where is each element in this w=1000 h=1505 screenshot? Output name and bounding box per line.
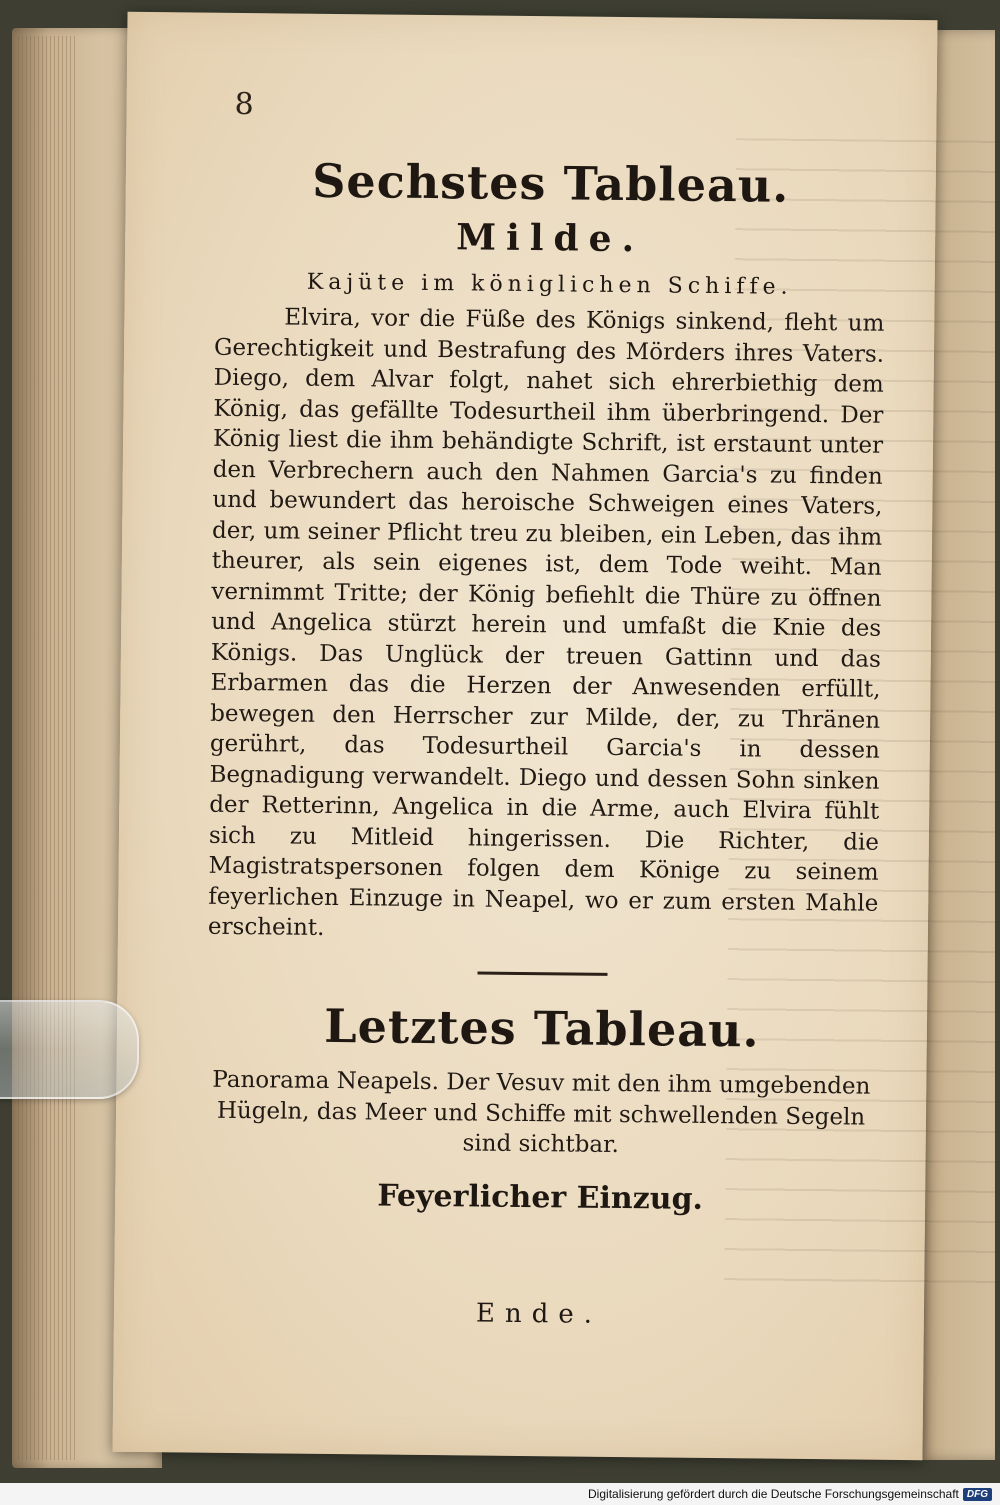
paragraph-panorama: Panorama Neapels. Der Vesuv mit den ihm umgebenden Hügeln, das Meer und Schiffe mit schwellenden Segeln sind sichtbar. bbox=[212, 1066, 871, 1159]
divider-rule bbox=[478, 971, 608, 975]
footer-text: Digitalisierung gefördert durch die Deutsche Forschungsgemeinschaft bbox=[588, 1487, 959, 1501]
footer-bar bbox=[0, 1483, 1000, 1505]
paragraph-main: Elvira, vor die Füße des Königs sinkend, fleht um Gerechtigkeit und Bestrafung des Mörders ihres Vaters. Diego, dem Alvar folgt, nahet sich ehrerbiethig dem König, das gefällte Todesurtheil ihm überbringend. Der König liest die ihm behändigte Schrift, ist erstaunt unter den Verbrechern auch den Nahmen Garcia's zu finden und bewundert das heroische Schweigen eines Vaters, der, um seiner Pflicht treu zu bleiben, ein Leben, das ihm theurer, als sein eigenes ist, dem Tode weiht. Man vernimmt Tritte; der König befiehlt die Thüre zu öffnen und Angelica stürzt herein und umfaßt die Knie des Königs. Das Unglück der treuen Gattinn und das Erbarmen das die Herzen der Anwesenden erfüllt, bewegen den Herrscher zur Milde, der, zu Thränen gerührt, das Todesurtheil Garcia's in dessen Begnadigung verwandelt. Diego und dessen Sohn sinken der Retterinn, Angelica in die Arme, auch Elvira fühlt sich zu Mitleid hingerissen. Die Richter, die Magistratspersonen folgen dem Könige zu seinem feyerlichen Einzuge in Neapel, wo er zum ersten Mahle erscheint. bbox=[207, 304, 885, 942]
subheading-kajuete: Kajüte im königlichen Schiffe. bbox=[306, 270, 793, 301]
page-edges bbox=[18, 36, 78, 1460]
glass-page-holder bbox=[0, 1000, 139, 1099]
book-page bbox=[112, 12, 937, 1460]
heading-milde: Milde. bbox=[456, 216, 645, 261]
page-content bbox=[204, 153, 886, 1333]
ende-text: Ende. bbox=[475, 1298, 603, 1330]
heading-feyerlicher-einzug: Feyerlicher Einzug. bbox=[377, 1178, 704, 1217]
heading-letztes-tableau: Letztes Tableau. bbox=[324, 998, 760, 1058]
page-number: 8 bbox=[234, 86, 254, 123]
dfg-logo: DFG bbox=[963, 1488, 992, 1501]
heading-sechstes-tableau: Sechstes Tableau. bbox=[311, 153, 790, 213]
